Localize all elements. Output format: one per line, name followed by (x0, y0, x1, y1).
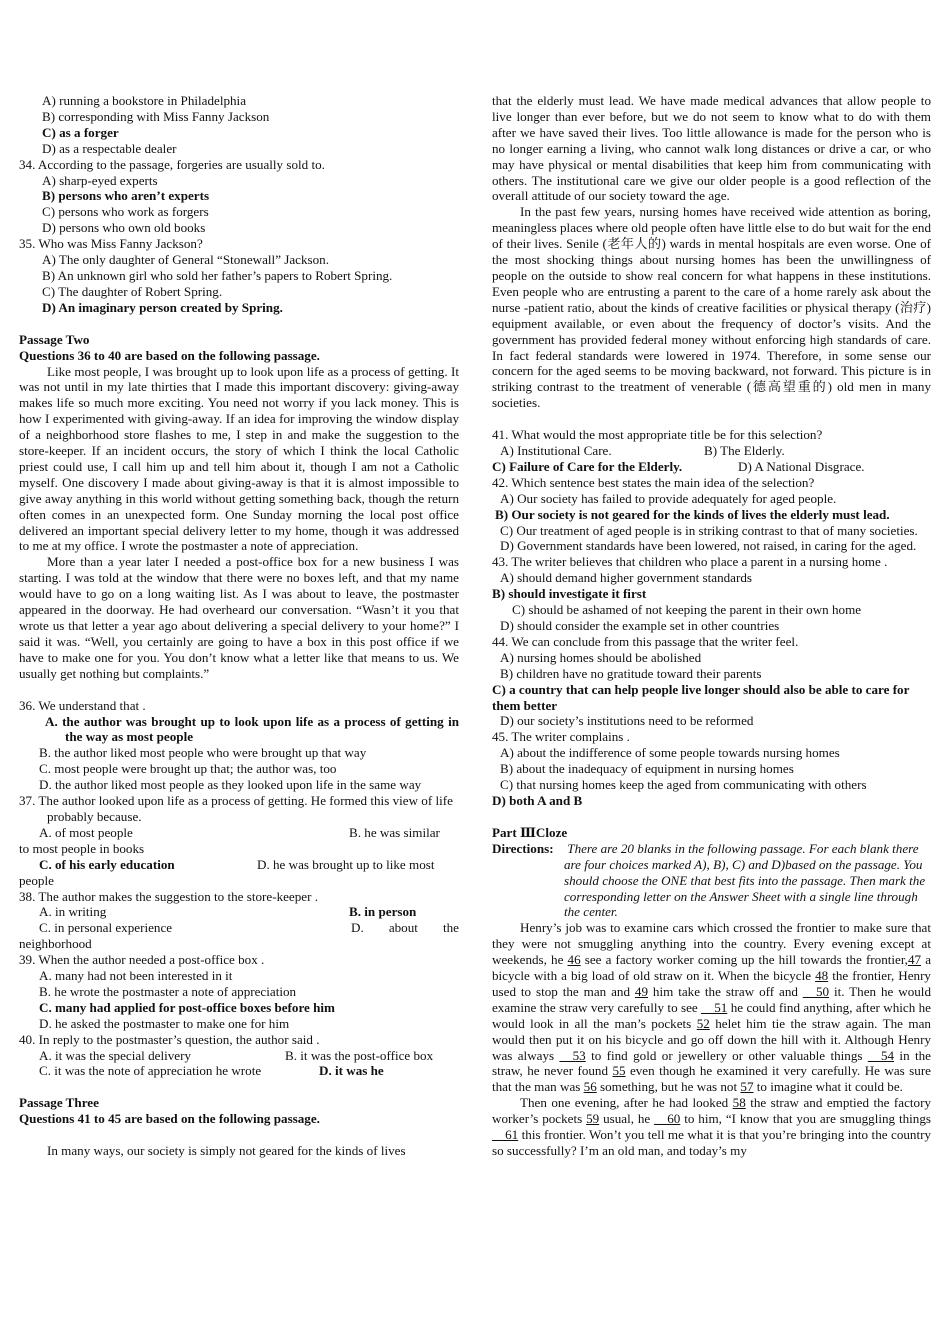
q37-option-b-cont: to most people in books (19, 840, 145, 856)
q36-option-b: B. the author liked most people who were brought up that way (39, 745, 367, 761)
q44-option-d: D) our society’s institutions need to be reformed (500, 713, 754, 729)
q38-stem: 38. The author makes the suggestion to the store-keeper . (19, 888, 319, 904)
blank-52[interactable]: 52 (696, 1015, 710, 1031)
blank-49[interactable]: 49 (634, 983, 649, 999)
q35-option-d: D) An imaginary person created by Spring. (42, 299, 283, 315)
q37-option-b-start: B. he was similar (349, 824, 440, 840)
passage-two-title: Passage Two (19, 331, 90, 347)
q34-option-b: B) persons who aren’t experts (42, 188, 210, 204)
q39-option-d: D. he asked the postmaster to make one for him (39, 1015, 290, 1031)
blank-53[interactable]: __53 (559, 1047, 586, 1063)
q35-option-a: A) The only daughter of General “Stonewall” Jackson. (42, 252, 330, 268)
q44-option-a: A) nursing homes should be abolished (500, 649, 702, 665)
passage-three-instruction: Questions 41 to 45 are based on the following passage. (19, 1111, 320, 1127)
passage-three-paragraph-2: In the past few years, nursing homes have received wide attention as boring, meaningless places where old people often have little else to do but wait for the end of their lives. Senile (老年人的) wards in mental hospitals are even worse. One of the most shocking things about nursing homes has been the unwillingness of people on the outside to show real concern for what happens in these institutions. Even people who are entrusting a parent to the care of a home rarely ask about the nurse -patient ratio, about the kinds of creative facilities or physical therapy (治疗) equipment available, or even about the frequency of doctor’s visits. And the government has provided federal money without enforcing high standards of care. In fact federal standards were lowered in 1974. Therefore, in some sense our concern for the aged seems to be moving backward, not forward. This picture is in striking contrast to the treatment of venerable (德高望重的) old men in many societies. (492, 204, 931, 411)
q45-option-a: A) about the indifference of some people towards nursing homes (500, 745, 840, 761)
left-column (19, 93, 459, 1159)
q42-option-d: D) Government standards have been lowered, not raised, in caring for the aged. (500, 538, 917, 554)
blank-58[interactable]: 58 (732, 1095, 746, 1111)
passage-three-first-line: In many ways, our society is simply not geared for the kinds of lives (47, 1143, 406, 1159)
blank-48[interactable]: 48 (815, 968, 829, 984)
cloze-paragraph-1: Henry’s job was to examine cars which crossed the frontier to make sure that they were not smuggling anything into the country. Every evening except at weekends, he 46 see a factory worker coming up the hill towards the frontier,47 a bicycle with a big load of old straw on it. When the bicycle 48 the frontier, Henry used to stop the man and 49 him take the straw off and __50 it. Then he would examine the straw very carefully to see __51 he could find anything, after which he would look in all the man’s pockets 52 helet him tie the straw again. The man would then put it on his bicycle and go off down the hill with it. Although Henry was always __53 to find gold or jewellery or other valuable things __54 in the straw, he never found 55 even though he examined it very carefully. He was sure that the man was 56 something, but he was not 57 to imagine what it could be. (492, 920, 931, 1095)
q45-option-d: D) both A and B (492, 792, 583, 808)
blank-56[interactable]: 56 (583, 1079, 597, 1095)
q37-stem: 37. The author looked upon life as a process of getting. He formed this view of life probably because. (19, 793, 453, 824)
blank-51[interactable]: __51 (701, 999, 728, 1015)
q34-option-c: C) persons who work as forgers (42, 204, 209, 220)
q35-stem: 35. Who was Miss Fanny Jackson? (19, 236, 203, 252)
q37-option-d-cont: people (19, 872, 54, 888)
q42-option-b: B) Our society is not geared for the kinds of lives the elderly must lead. (495, 506, 890, 522)
q39-option-a: A. many had not been interested in it (39, 968, 233, 984)
q39-option-c: C. many had applied for post-office boxes before him (39, 999, 335, 1015)
blank-54[interactable]: __54 (867, 1047, 895, 1063)
q34-option-d: D) persons who own old books (42, 220, 206, 236)
q33-option-c: C) as a forger (42, 124, 119, 140)
q42-option-a: A) Our society has failed to provide adequately for aged people. (500, 490, 837, 506)
directions-label: Directions: (492, 840, 554, 856)
passage-two-paragraph-2: More than a year later I needed a post-office box for a new business I was starting. I was told at the window that there were no boxes left, and that my name would have to go on a long waiting list. As I was about to leave, the postmaster appeared in the doorway. He had overheard our conversation. “Wasn’t it you that wrote us that letter a year ago about delivering a special delivery to your home?” I said it was. “Well, you certainly are going to have a box in this post office if we have to make one for you. You don’t know what a letter like that means to us. We usually get nothing but complaints.” (19, 554, 459, 681)
q33-option-a: A) running a bookstore in Philadelphia (42, 93, 247, 108)
blank-55[interactable]: 55 (612, 1063, 626, 1079)
blank-57[interactable]: 57 (740, 1079, 754, 1095)
q41-stem: 41. What would the most appropriate title be for this selection? (492, 427, 823, 443)
q41-option-c: C) Failure of Care for the Elderly. (492, 458, 683, 474)
directions-text: There are 20 blanks in the following passage. For each blank there are four choices marked A), B), C) and D)based on the passage. You should choose the ONE that best fits into the passage. Then mark the corresponding letter on the Answer Sheet with a single line through the center. (564, 840, 926, 920)
passage-three-paragraph-1: that the elderly must lead. We have made medical advances that allow people to live longer than ever before, but we do not seem to know what to do with them after we have saved their lives. Too little allowance is made for the person who is no longer earning a living, who cannot walk long distances or drive a car, or who may have physical or mental disabilities that keep him from communicating with others. The institutional care we give our older people is a good reflection of the overall attitude of our society toward the age. (492, 93, 931, 204)
q37-option-c: C. of his early education (39, 856, 175, 872)
q40-stem: 40. In reply to the postmaster’s question, the author said . (19, 1031, 320, 1047)
q40-option-b: B. it was the post-office box (285, 1047, 434, 1063)
q38-option-a: A. in writing (39, 904, 107, 920)
passage-two-instruction: Questions 36 to 40 are based on the following passage. (19, 347, 320, 363)
q37-option-a: A. of most people (39, 824, 133, 840)
q38-option-d-cont: neighborhood (19, 936, 92, 952)
q36-option-c: C. most people were brought up that; the author was, too (39, 761, 337, 777)
cloze-title: Part ⅢCloze (492, 824, 568, 840)
q43-option-a: A) should demand higher government standards (500, 570, 752, 586)
q36-stem: 36. We understand that . (19, 697, 146, 713)
q33-option-b: B) corresponding with Miss Fanny Jackson (42, 108, 270, 124)
q40-option-a: A. it was the special delivery (39, 1047, 191, 1063)
q42-stem: 42. Which sentence best states the main idea of the selection? (492, 474, 815, 490)
blank-46[interactable]: 46 (567, 952, 581, 968)
q40-option-c: C. it was the note of appreciation he wrote (39, 1063, 262, 1079)
q41-option-a: A) Institutional Care. (500, 443, 612, 459)
passage-three-title: Passage Three (19, 1095, 99, 1111)
q36-option-a: A. the author was brought up to look upon life as a process of getting in the way as most people (45, 713, 459, 745)
q34-stem: 34. According to the passage, forgeries are usually sold to. (19, 156, 325, 172)
right-column (492, 93, 931, 1159)
q38-option-b: B. in person (349, 904, 417, 920)
blank-60[interactable]: __60 (654, 1111, 681, 1127)
q42-option-c: C) Our treatment of aged people is in striking contrast to that of many societies. (500, 522, 918, 538)
q41-option-d: D) A National Disgrace. (738, 458, 865, 474)
q40-option-d: D. it was he (319, 1063, 384, 1079)
q44-option-c: C) a country that can help people live longer should also be able to care for them better (492, 681, 910, 713)
q35-option-b: B) An unknown girl who sold her father’s papers to Robert Spring. (42, 267, 393, 283)
passage-two-paragraph-1: Like most people, I was brought up to look upon life as a process of getting. It was not until in my late thirties that I made this important discovery: giving-away makes life so much more exciting. You need not worry if you lack money. This is how I experimented with giving-away. If an idea for improving the window display of a neighborhood store flashes to me, I step in and make the suggestion to the store-keeper. If an incident occurs, the story of which I think the local Catholic priest could use, I call him up and tell him about it, though I am not a Catholic myself. One discovery I made about giving-away is that it is almost impossible to give away anything in this world without getting something back, though the return often comes in an unexpected form. One Sunday morning the local post office delivered an important special delivery letter to my home, though it was addressed to me at my office. I wrote the postmaster a note of appreciation. (19, 363, 459, 554)
q34-option-a: A) sharp-eyed experts (42, 172, 158, 188)
q43-stem: 43. The writer believes that children who place a parent in a nursing home . (492, 554, 888, 570)
blank-50[interactable]: __50 (802, 983, 830, 999)
q33-option-d: D) as a respectable dealer (42, 140, 177, 156)
blank-59[interactable]: 59 (586, 1111, 600, 1127)
q38-option-d-start: D. about the (351, 920, 459, 936)
q45-option-c: C) that nursing homes keep the aged from communicating with others (500, 777, 867, 793)
q39-stem: 39. When the author needed a post-office box . (19, 952, 265, 968)
q43-option-b: B) should investigate it first (492, 586, 647, 602)
blank-61[interactable]: __61 (492, 1127, 519, 1143)
q39-option-b: B. he wrote the postmaster a note of appreciation (39, 983, 297, 999)
q43-option-c: C) should be ashamed of not keeping the parent in their own home (512, 602, 862, 618)
q37-option-d-start: D. he was brought up to like most (257, 856, 435, 872)
q35-option-c: C) The daughter of Robert Spring. (42, 283, 223, 299)
cloze-directions (492, 841, 931, 921)
cloze-paragraph-2: Then one evening, after he had looked 58 the straw and emptied the factory worker’s pockets 59 usual, he __60 to him, “I know that you are smuggling things __61 this frontier. Won’t you tell me what it is that you’re bringing into the country so successfully? I’m an old man, and today’s my (492, 1095, 932, 1158)
q38-option-c: C. in personal experience (39, 920, 173, 936)
blank-47[interactable]: 47 (907, 952, 922, 968)
q44-option-b: B) children have no gratitude toward their parents (500, 665, 762, 681)
q41-option-b: B) The Elderly. (704, 443, 785, 459)
q45-option-b: B) about the inadequacy of equipment in nursing homes (500, 761, 794, 777)
q45-stem: 45. The writer complains . (492, 729, 630, 745)
q36-option-d: D. the author liked most people as they looked upon life in the same way (39, 777, 422, 793)
q44-stem: 44. We can conclude from this passage that the writer feel. (492, 633, 799, 649)
q43-option-d: D) should consider the example set in other countries (500, 618, 780, 633)
